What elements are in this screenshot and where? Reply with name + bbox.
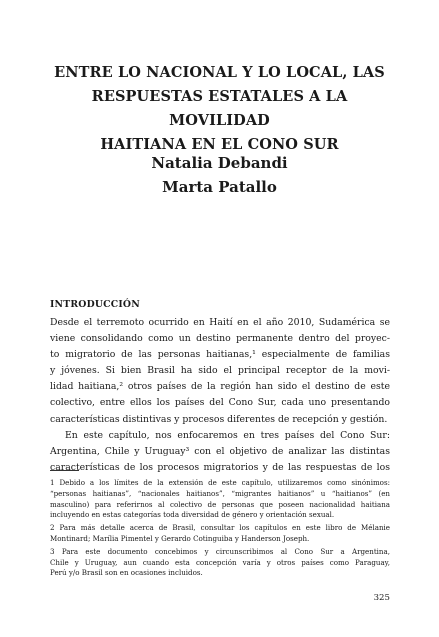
author-name: Marta Patallo (162, 178, 277, 196)
footnote-line: Chile y Uruguay, aun cuando esta concepción varía y otros países como Paraguay, (50, 557, 390, 567)
chapter-title-line: HAITIANA EN EL CONO SUR (100, 136, 339, 153)
footnote-line: Montinard; Marília Pimentel y Gerardo Cotinguiba y Handerson Joseph. (50, 533, 310, 543)
body-line: Argentina, Chile y Uruguay³ con el objetivo de analizar las distintas (50, 445, 390, 457)
footnote-line: Perú y/o Brasil son en ocasiones incluidos. (50, 568, 203, 578)
body-line: lidad haitiana,² otros países de la región han sido el destino de este (50, 381, 390, 393)
body-line: viene consolidando como un destino permanente dentro del proyec- (50, 333, 390, 345)
footnote (50, 523, 390, 545)
body-line: to migratorio de las personas haitianas,¹ especialmente de familias (50, 349, 390, 361)
footnote-line: “personas haitianas”, “nacionales haitianos”, “migrantes haitianos” u “haitianos” (en (50, 488, 390, 498)
footnotes (50, 478, 390, 581)
page-number: 325 (373, 593, 390, 603)
chapter-title-line: RESPUESTAS ESTATALES A LA MOVILIDAD (91, 88, 348, 129)
footnote (50, 478, 390, 521)
body-line: En este capítulo, nos enfocaremos en tres países del Cono Sur: (65, 429, 390, 441)
section-heading: INTRODUCCIÓN (50, 299, 140, 310)
authors (40, 151, 399, 199)
chapter-title (40, 61, 399, 157)
chapter-title-line: ENTRE LO NACIONAL Y LO LOCAL, LAS (54, 64, 385, 81)
body-line: características distintivas y procesos diferentes de recepción y gestión. (50, 413, 388, 425)
footnote-line: 1 Debido a los límites de la extensión de este capítulo, utilizaremos como sinónimos: (50, 478, 390, 487)
footnote-line: 2 Para más detalle acerca de Brasil, consultar los capítulos en este libro de Mélanie (50, 523, 390, 533)
body-line: Desde el terremoto ocurrido en Haití en el año 2010, Sudamérica se (50, 317, 390, 328)
footnote-line: 3 Para este documento concebimos y circunscribimos al Cono Sur a Argentina, (50, 546, 390, 556)
footnote-line: masculino) para referirnos al colectivo de personas que poseen nacionalidad haitiana (50, 499, 390, 509)
footnote (50, 547, 390, 579)
footnote-line: incluyendo en estas categorías toda diversidad de género y orientación sexual. (50, 510, 335, 520)
body-line: colectivo, entre ellos los países del Cono Sur, cada uno presentando (50, 397, 390, 409)
body-line: y jóvenes. Si bien Brasil ha sido el principal receptor de la movi- (50, 365, 390, 377)
body-text (50, 315, 390, 476)
footnote-separator (50, 470, 79, 471)
author-name: Natalia Debandi (151, 154, 288, 172)
body-line: características de los procesos migratorios y de las respuestas de los (50, 461, 390, 473)
